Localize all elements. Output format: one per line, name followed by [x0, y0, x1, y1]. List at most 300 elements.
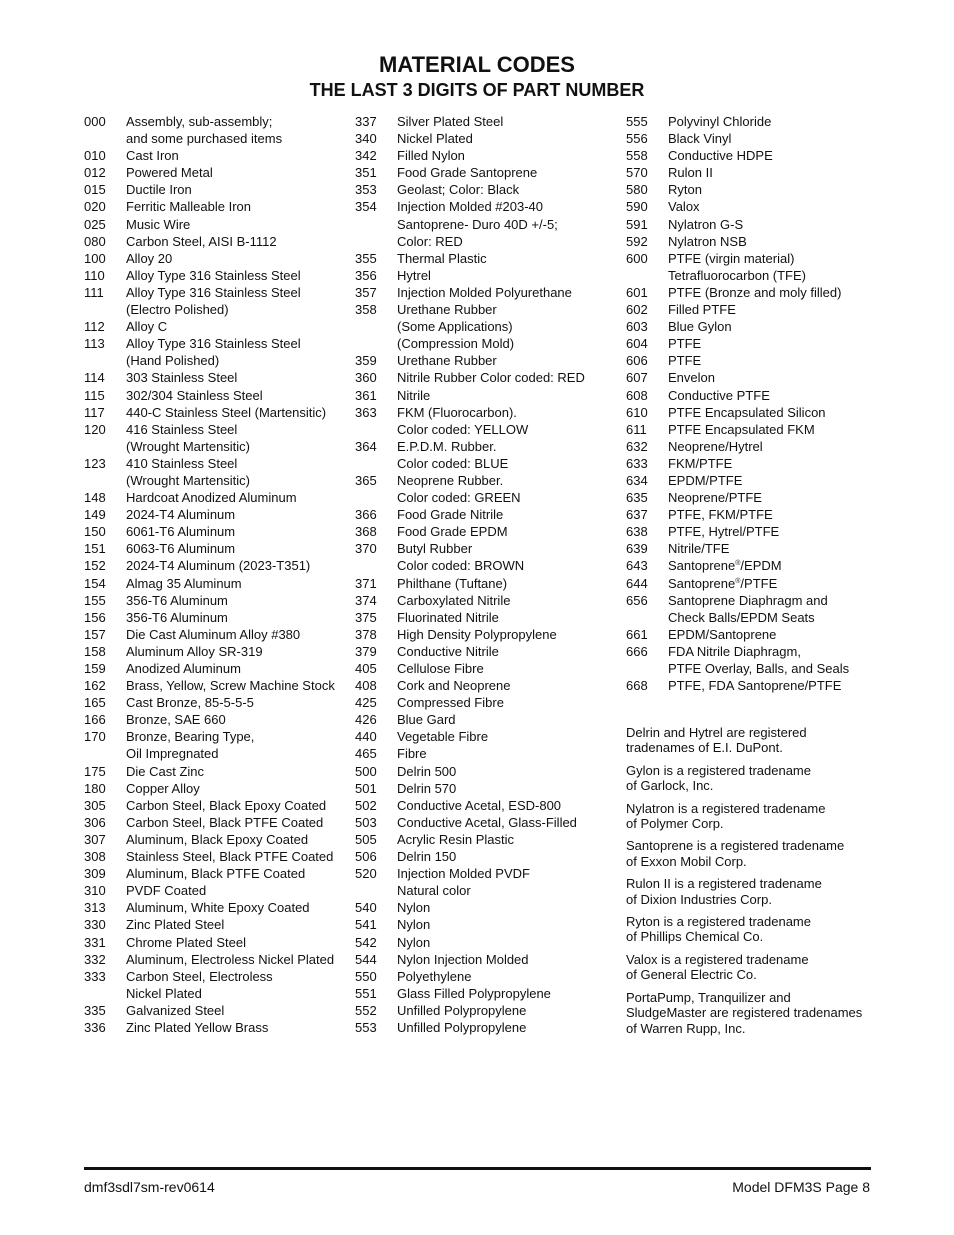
material-description-line: PTFE (virgin material): [668, 250, 795, 266]
material-code: 440: [355, 729, 377, 745]
material-code-row: [355, 916, 615, 933]
material-code: 592: [626, 233, 648, 249]
material-code: 305: [84, 797, 106, 813]
material-code: 643: [626, 558, 648, 574]
material-code: 356: [355, 267, 377, 283]
trademark-note: [626, 914, 886, 945]
material-code-row: [355, 745, 615, 762]
material-description: [668, 352, 886, 369]
material-code-row: [84, 831, 344, 848]
trademark-note-line: of Polymer Corp.: [626, 816, 724, 832]
material-description: [397, 267, 615, 284]
material-code-row: [626, 335, 886, 352]
material-description-line: Alloy Type 316 Stainless Steel: [126, 267, 301, 283]
material-description: [126, 814, 344, 831]
material-code-row: [355, 506, 615, 523]
material-description: [397, 763, 615, 780]
material-description-line: Aluminum, Electroless Nickel Plated: [126, 951, 335, 967]
material-description: [668, 113, 886, 130]
material-description: [126, 916, 344, 933]
material-description: [397, 985, 615, 1002]
material-code-row: [626, 130, 886, 147]
material-description-line: Carbon Steel, Black PTFE Coated: [126, 814, 324, 830]
material-description-line: Assembly, sub-assembly;: [126, 114, 273, 129]
material-code-row: [84, 523, 344, 540]
material-code: 353: [355, 182, 377, 198]
material-code-row: [355, 814, 615, 831]
material-description-line: Carbon Steel, Electroless: [126, 968, 273, 984]
material-code-row: [626, 677, 886, 694]
material-description-line: Blue Gylon: [668, 319, 732, 335]
material-description-line: Carbon Steel, AISI B-1112: [126, 233, 277, 249]
material-description-line: Carbon Steel, Black Epoxy Coated: [126, 797, 327, 813]
material-description-line: Conductive Acetal, ESD-800: [397, 797, 562, 813]
material-code-row: [355, 181, 615, 198]
material-code: 425: [355, 695, 377, 711]
material-code: 656: [626, 592, 648, 608]
material-description-line: (Some Applications): [397, 319, 513, 335]
material-code-row: [355, 523, 615, 540]
material-code: 342: [355, 148, 377, 164]
material-code: 123: [84, 455, 106, 471]
material-code: 606: [626, 353, 648, 369]
material-code: 637: [626, 507, 648, 523]
material-description: [397, 951, 615, 968]
material-description-line: PTFE (Bronze and moly filled): [668, 284, 842, 300]
material-code-row: [84, 506, 344, 523]
material-description-line: 303 Stainless Steel: [126, 370, 238, 386]
material-description-line: Urethane Rubber: [397, 353, 497, 369]
material-description-line: Vegetable Fibre: [397, 729, 489, 745]
material-description: [397, 934, 615, 951]
material-code: 100: [84, 250, 106, 266]
material-code: 600: [626, 250, 648, 266]
material-description: [397, 660, 615, 677]
material-code: 590: [626, 199, 648, 215]
material-code: 661: [626, 626, 648, 642]
material-description: [397, 1019, 615, 1036]
material-description: [668, 301, 886, 318]
material-description-line: Neoprene/Hytrel: [668, 438, 763, 454]
material-code-row: [626, 164, 886, 181]
material-code: 501: [355, 780, 377, 796]
material-codes-column-3: [626, 113, 886, 694]
material-description-line: Nylon: [397, 934, 431, 950]
material-description-line: Natural color: [397, 883, 471, 899]
material-description: [126, 643, 344, 660]
material-description-line: 410 Stainless Steel: [126, 455, 238, 471]
material-code: 110: [84, 267, 105, 283]
material-code: 556: [626, 131, 648, 147]
material-code: 340: [355, 131, 377, 147]
material-description-line: Polyvinyl Chloride: [668, 114, 772, 129]
material-code-row: [84, 267, 344, 284]
material-description-line: Music Wire: [126, 216, 191, 232]
material-code-row: [84, 763, 344, 780]
material-code: 465: [355, 746, 377, 762]
material-description: [126, 335, 344, 369]
material-code-row: [84, 421, 344, 455]
material-code-row: [626, 318, 886, 335]
material-code: 520: [355, 866, 377, 882]
material-code-row: [355, 951, 615, 968]
material-description-line: 2024-T4 Aluminum (2023-T351): [126, 558, 311, 574]
material-description: [126, 557, 344, 574]
material-description: [126, 677, 344, 694]
material-description: [397, 387, 615, 404]
material-code-row: [626, 438, 886, 455]
material-description: [397, 609, 615, 626]
material-code-row: [84, 643, 344, 660]
material-description-line: Die Cast Aluminum Alloy #380: [126, 626, 301, 642]
material-code: 368: [355, 524, 377, 540]
material-code-row: [355, 780, 615, 797]
material-code: 405: [355, 661, 377, 676]
material-code-row: [355, 1002, 615, 1019]
material-code: 310: [84, 883, 106, 899]
material-description-line: Cast Bronze, 85-5-5-5: [126, 695, 254, 711]
material-code-row: [355, 865, 615, 899]
material-code-row: [84, 216, 344, 233]
material-code: 364: [355, 438, 377, 454]
material-description-line: Aluminum, Black PTFE Coated: [126, 866, 306, 882]
material-code-row: [84, 318, 344, 335]
material-code-row: [355, 728, 615, 745]
material-description: [126, 780, 344, 797]
material-description-line: Color coded: BLUE: [397, 455, 509, 471]
material-description: [397, 626, 615, 643]
material-description-line: PTFE Encapsulated Silicon: [668, 404, 826, 420]
registered-mark: ®: [735, 577, 741, 585]
material-code: 502: [355, 797, 377, 813]
material-description: [397, 181, 615, 198]
material-description: [397, 404, 615, 438]
material-code: 112: [84, 319, 105, 335]
material-code: 151: [84, 541, 106, 557]
material-description-line: PTFE, Hytrel/PTFE: [668, 524, 780, 540]
material-code-row: [626, 113, 886, 130]
material-description-line: 440-C Stainless Steel (Martensitic): [126, 404, 327, 420]
material-description-line: 416 Stainless Steel: [126, 421, 238, 437]
material-code: 634: [626, 472, 648, 488]
material-description-line: 2024-T4 Aluminum: [126, 507, 236, 523]
material-code: 166: [84, 712, 106, 728]
material-description: [668, 506, 886, 523]
material-description: [126, 506, 344, 523]
material-description: [668, 626, 886, 643]
material-code-row: [355, 797, 615, 814]
material-code-row: [84, 934, 344, 951]
material-code: 111: [84, 284, 104, 300]
material-description-line: PTFE, FDA Santoprene/PTFE: [668, 678, 842, 694]
material-description-line: (Electro Polished): [126, 302, 229, 318]
material-code: 175: [84, 763, 106, 779]
material-description-line: Blue Gard: [397, 712, 456, 728]
material-description-line: Rulon II: [668, 165, 713, 181]
material-code: 540: [355, 900, 377, 916]
material-description: [397, 865, 615, 899]
material-description: [397, 780, 615, 797]
material-description-line: Nitrile/TFE: [668, 541, 730, 557]
material-code: 607: [626, 370, 648, 386]
material-code-row: [626, 284, 886, 301]
material-description-line: (Wrought Martensitic): [126, 472, 251, 488]
material-code: 370: [355, 541, 377, 557]
material-description: [397, 899, 615, 916]
material-description: [397, 797, 615, 814]
material-code-row: [355, 985, 615, 1002]
material-description-line: Color coded: BROWN: [397, 558, 525, 574]
material-code: 603: [626, 319, 648, 335]
material-code: 309: [84, 866, 106, 882]
material-code-row: [626, 489, 886, 506]
material-description: [668, 181, 886, 198]
material-description: [397, 745, 615, 762]
material-code-row: [626, 540, 886, 557]
material-code: 608: [626, 387, 648, 403]
material-code: 363: [355, 404, 377, 420]
material-description: [126, 728, 344, 762]
material-code: 335: [84, 1002, 106, 1018]
material-code-row: [84, 198, 344, 215]
material-description: [668, 369, 886, 386]
material-description-line: High Density Polypropylene: [397, 626, 557, 642]
material-code-row: [626, 523, 886, 540]
material-code-row: [84, 250, 344, 267]
material-code: 633: [626, 455, 648, 471]
material-description-line: Black Vinyl: [668, 131, 732, 147]
material-description-line: Thermal Plastic: [397, 250, 487, 266]
material-code: 337: [355, 114, 377, 129]
material-description-line: Color: RED: [397, 233, 463, 249]
material-code: 374: [355, 592, 377, 608]
material-description-line: Anodized Aluminum: [126, 661, 241, 676]
material-description-line: Aluminum, Black Epoxy Coated: [126, 831, 309, 847]
material-description: [397, 506, 615, 523]
material-code: 541: [355, 917, 377, 933]
material-description-line: Nylon: [397, 900, 431, 916]
material-description-line: Butyl Rubber: [397, 541, 473, 557]
material-code: 332: [84, 951, 106, 967]
material-code-row: [355, 934, 615, 951]
material-description-line: Urethane Rubber: [397, 302, 497, 318]
material-description-line: Ferritic Malleable Iron: [126, 199, 251, 215]
material-code-row: [626, 147, 886, 164]
material-code-row: [84, 335, 344, 369]
trademark-note-line: SludgeMaster are registered tradenames: [626, 1005, 863, 1021]
material-description: [668, 489, 886, 506]
material-description: [397, 814, 615, 831]
material-code: 553: [355, 1019, 377, 1035]
material-code-row: [626, 472, 886, 489]
material-description: [126, 763, 344, 780]
material-description-line: Cellulose Fibre: [397, 661, 484, 676]
material-code: 162: [84, 678, 106, 694]
material-code-row: [84, 147, 344, 164]
material-code-row: [355, 147, 615, 164]
material-description: [397, 352, 615, 369]
material-description: [397, 831, 615, 848]
material-code-row: [84, 626, 344, 643]
material-code: 012: [84, 165, 106, 181]
material-code-row: [355, 540, 615, 574]
material-code: 351: [355, 165, 377, 181]
material-description-line: Compressed Fibre: [397, 695, 504, 711]
material-description-line: Oil Impregnated: [126, 746, 219, 762]
material-code-row: [355, 899, 615, 916]
material-description: [668, 387, 886, 404]
material-description: [668, 523, 886, 540]
material-description-line: Alloy 20: [126, 250, 173, 266]
material-description-line: Glass Filled Polypropylene: [397, 985, 551, 1001]
material-code: 330: [84, 917, 106, 933]
material-description-line: Check Balls/EPDM Seats: [668, 609, 815, 625]
material-description: [397, 301, 615, 352]
material-description: [126, 951, 344, 968]
material-code-row: [84, 164, 344, 181]
material-code-row: [355, 284, 615, 301]
material-description-line: Santoprene Diaphragm and: [668, 592, 828, 608]
material-description-line: Food Grade Nitrile: [397, 507, 504, 523]
material-description: [126, 609, 344, 626]
material-code: 371: [355, 575, 377, 591]
material-code-row: [626, 575, 886, 592]
material-code: 666: [626, 643, 648, 659]
material-description: [126, 369, 344, 386]
trademark-note-line: of General Electric Co.: [626, 967, 757, 983]
material-description-line: PTFE Overlay, Balls, and Seals: [668, 661, 850, 676]
material-description: [668, 540, 886, 557]
page-number: Model DFM3S Page 8: [732, 1179, 870, 1195]
material-code: 157: [84, 626, 106, 642]
material-description: [397, 130, 615, 147]
trademark-note-line: Gylon is a registered tradename: [626, 762, 811, 778]
material-code-row: [84, 540, 344, 557]
material-description-line: Silver Plated Steel: [397, 114, 504, 129]
material-code: 154: [84, 575, 106, 591]
material-code-row: [84, 797, 344, 814]
trademark-note: [626, 876, 886, 907]
material-code: 365: [355, 472, 377, 488]
material-description-line: 6063-T6 Aluminum: [126, 541, 236, 557]
material-description-line: Ryton: [668, 182, 702, 198]
material-code-row: [84, 882, 344, 899]
material-description: [668, 592, 886, 626]
material-code: 580: [626, 182, 648, 198]
material-description: [397, 472, 615, 506]
material-description-line: Nickel Plated: [397, 131, 473, 147]
material-description-line: Conductive HDPE: [668, 148, 773, 164]
material-description-line: Unfilled Polypropylene: [397, 1002, 527, 1018]
material-description: [126, 267, 344, 284]
material-description-line: Santoprene®/PTFE: [668, 575, 778, 591]
material-code: 570: [626, 165, 648, 181]
material-description-line: EPDM/Santoprene: [668, 626, 777, 642]
material-code-row: [84, 557, 344, 574]
material-description: [668, 643, 886, 677]
material-code-row: [626, 233, 886, 250]
material-description: [126, 489, 344, 506]
material-description: [126, 540, 344, 557]
material-code: 550: [355, 968, 377, 984]
material-code-row: [355, 711, 615, 728]
material-code: 639: [626, 541, 648, 557]
material-code: 307: [84, 831, 106, 847]
material-description: [126, 882, 344, 899]
material-code-row: [84, 455, 344, 489]
material-code-row: [626, 421, 886, 438]
material-description: [126, 899, 344, 916]
material-description: [668, 233, 886, 250]
material-description-line: Hytrel: [397, 267, 431, 283]
trademark-note-line: Valox is a registered tradename: [626, 951, 809, 967]
material-code-row: [355, 848, 615, 865]
material-description-line: PTFE Encapsulated FKM: [668, 421, 815, 437]
material-description-line: Bronze, Bearing Type,: [126, 729, 255, 745]
material-description-line: E.P.D.M. Rubber.: [397, 438, 497, 454]
material-description: [126, 387, 344, 404]
material-description-line: Aluminum, White Epoxy Coated: [126, 900, 310, 916]
material-code-row: [84, 387, 344, 404]
page-title: MATERIAL CODES: [379, 52, 575, 77]
material-code: 506: [355, 849, 377, 865]
material-description-line: Nylon Injection Molded: [397, 951, 529, 967]
material-description: [126, 523, 344, 540]
material-description: [126, 113, 344, 147]
trademark-note-line: Rulon II is a registered tradename: [626, 876, 822, 892]
material-code: 611: [626, 421, 647, 437]
material-description-line: Nitrile: [397, 387, 431, 403]
material-description: [126, 1002, 344, 1019]
material-description: [126, 164, 344, 181]
material-description-line: FDA Nitrile Diaphragm,: [668, 643, 801, 659]
trademark-note-line: of Exxon Mobil Corp.: [626, 853, 747, 869]
material-description: [668, 404, 886, 421]
material-description-line: Color coded: YELLOW: [397, 421, 529, 437]
material-description-line: Valox: [668, 199, 700, 215]
material-code-row: [84, 814, 344, 831]
material-description-line: 356-T6 Aluminum: [126, 609, 228, 625]
material-description-line: Stainless Steel, Black PTFE Coated: [126, 849, 334, 865]
material-description: [126, 660, 344, 677]
trademark-note-line: Nylatron is a registered tradename: [626, 800, 826, 816]
material-description-line: Geolast; Color: Black: [397, 182, 520, 198]
material-description-line: Nylatron NSB: [668, 233, 747, 249]
material-description: [126, 181, 344, 198]
material-code: 555: [626, 114, 648, 129]
material-code-row: [84, 575, 344, 592]
material-code-row: [626, 181, 886, 198]
material-description-line: Nylatron G-S: [668, 216, 744, 232]
material-description: [397, 728, 615, 745]
material-description-line: Delrin 500: [397, 763, 457, 779]
material-code: 152: [84, 558, 106, 574]
trademark-note: [626, 725, 886, 756]
material-code-row: [355, 472, 615, 506]
material-description: [397, 916, 615, 933]
material-code-row: [626, 506, 886, 523]
material-code: 158: [84, 643, 106, 659]
material-description-line: Chrome Plated Steel: [126, 934, 246, 950]
material-description: [126, 848, 344, 865]
material-description-line: Santoprene- Duro 40D +/-5;: [397, 216, 558, 232]
material-description-line: EPDM/PTFE: [668, 472, 743, 488]
material-description: [668, 421, 886, 438]
material-description: [397, 643, 615, 660]
material-description-line: Alloy Type 316 Stainless Steel: [126, 336, 301, 352]
material-code: 355: [355, 250, 377, 266]
material-code-row: [355, 575, 615, 592]
